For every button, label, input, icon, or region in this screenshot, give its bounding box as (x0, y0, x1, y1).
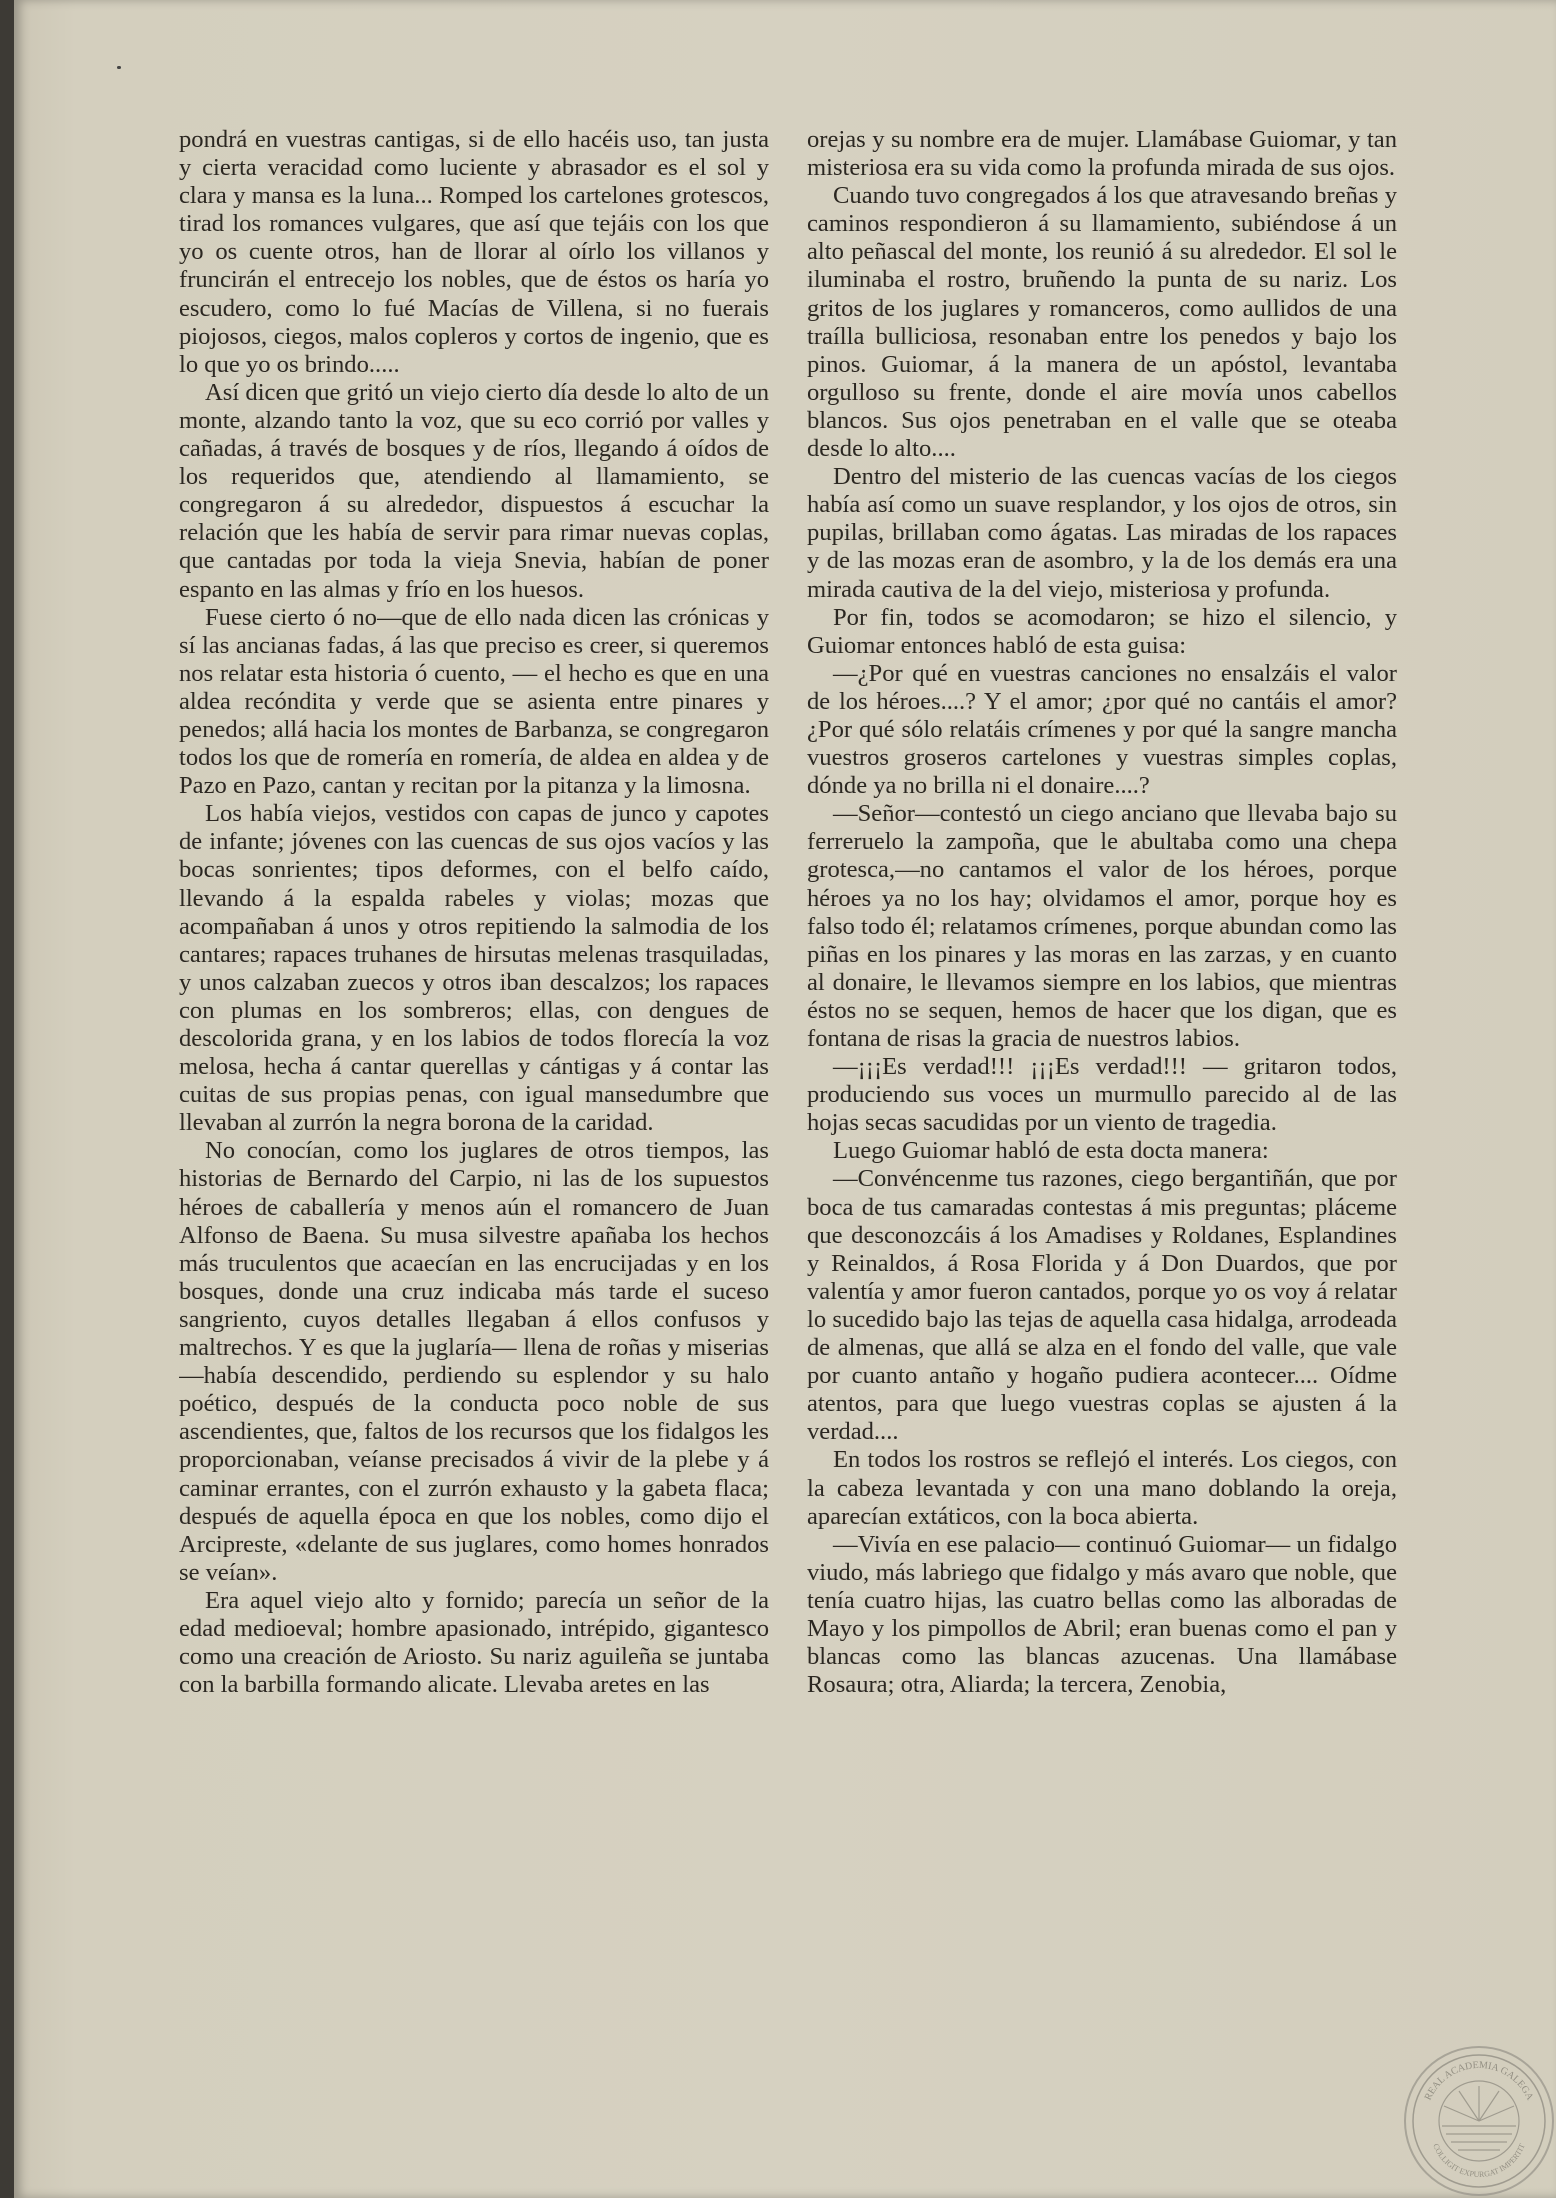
paragraph: Así dicen que gritó un viejo cierto día desde lo alto de un monte, alzando tanto la voz, que su eco corrió por valles y cañadas, á través de bosques y de ríos, llegando á oídos de los requeridos que, atendiendo al llamamiento, se congregaron á su alrededor, dispuestos á escuchar la relación que les había de servir para rimar nuevas coplas, que cantadas por toda la vieja Snevia, habían de poner espanto en las almas y frío en los huesos. (179, 378, 769, 603)
scanned-page (14, 0, 1556, 2198)
paragraph: Cuando tuvo congregados á los que atravesando breñas y caminos respondieron á su llamamiento, subiéndose á un alto peñascal del monte, los reunió á su alrededor. El sol le iluminaba el rostro, bruñendo la punta de su nariz. Los gritos de los juglares y romanceros, como aullidos de una traílla bulliciosa, resonaban entre los penedos y bajo los pinos. Guiomar, á la manera de un apóstol, levantaba orgulloso su frente, donde el aire movía unos cabellos blancos. Sus ojos penetraban en el valle que se oteaba desde lo alto.... (807, 182, 1397, 463)
paragraph: En todos los rostros se reflejó el interés. Los ciegos, con la cabeza levantada y con una mano doblando la oreja, aparecían extáticos, con la boca abierta. (807, 1446, 1397, 1530)
text-column-right (807, 126, 1397, 2046)
paragraph: pondrá en vuestras cantigas, si de ello hacéis uso, tan justa y cierta veracidad como luciente y abrasador es el sol y clara y mansa es la luna... Romped los cartelones grotescos, tirad los romances vulgares, que así que tejáis con los que yo os cuente otros, han de llorar al oírlo los villanos y fruncirán el entrecejo los nobles, que de éstos os haría yo escudero, como lo fué Macías de Villena, si no fuerais piojosos, ciegos, malos copleros y cortos de ingenio, que es lo que yo os brindo..... (179, 126, 769, 378)
paragraph: —¡¡¡Es verdad!!! ¡¡¡Es verdad!!! — gritaron todos, produciendo sus voces un murmullo parecido al de las hojas secas sacudidas por un viento de tragedia. (807, 1053, 1397, 1137)
paragraph: Luego Guiomar habló de esta docta manera: (833, 1137, 1269, 1165)
paragraph: Los había viejos, vestidos con capas de junco y capotes de infante; jóvenes con las cuencas de sus ojos vacíos y las bocas sonrientes; tipos deformes, con el belfo caído, llevando á la espalda rabeles y violas; mozas que acompañaban á unos y otros repitiendo la salmodia de los cantares; rapaces truhanes de hirsutas melenas trasquiladas, y unos calzaban zuecos y otros iban descalzos; los rapaces con plumas en los sombreros; ellas, con dengues de descolorida grana, y en los labios de todos florecía la voz melosa, hecha á cantar querellas y cántigas y á contar las cuitas de sus propias penas, con igual mansedumbre que llevaban al zurrón la negra borona de la caridad. (179, 800, 769, 1137)
paragraph: Dentro del misterio de las cuencas vacías de los ciegos había así como un suave resplandor, y los ojos de otros, sin pupilas, brillaban como ágatas. Las miradas de los rapaces y de las mozas eran de asombro, y la de los demás era una mirada cautiva de la del viejo, misteriosa y profunda. (807, 463, 1397, 603)
paragraph: —Convéncenme tus razones, ciego bergantiñán, que por boca de tus camaradas contestas á mis preguntas; pláceme que desconozcáis á los Amadises y Roldanes, Esplandines y Reinaldos, á Rosa Florida y á Don Duardos, que por valentía y amor fueron cantados, porque yo os voy á relatar lo sucedido bajo las tejas de aquella casa hidalga, arrodeada de almenas, que allá se alza en el fondo del valle, que vale por cuanto antaño y hogaño pudiera acontecer.... Oídme atentos, para que luego vuestras coplas se ajusten á la verdad.... (807, 1165, 1397, 1446)
seal-text-top: REAL ACADEMIA GALEGA (1422, 2059, 1536, 2103)
library-seal-stamp (1404, 2046, 1554, 2196)
paragraph: Fuese cierto ó no—que de ello nada dicen las crónicas y sí las ancianas fadas, á las que preciso es creer, si queremos nos relatar esta historia ó cuento, — el hecho es que en una aldea recóndita y verde que se asienta entre pinares y penedos; allá hacia los montes de Barbanza, se congregaron todos los que de romería en romería, de aldea en aldea y de Pazo en Pazo, cantan y recitan por la pitanza y la limosna. (179, 603, 769, 800)
paragraph: orejas y su nombre era de mujer. Llamábase Guiomar, y tan misteriosa era su vida como la profunda mirada de sus ojos. (807, 126, 1397, 182)
seal-text-bottom: COLLIGIT EXPURGAT IMPERTIT (1431, 2142, 1527, 2180)
seal-icon (1406, 2048, 1552, 2194)
paragraph: Era aquel viejo alto y fornido; parecía un señor de la edad medioeval; hombre apasionado, intrépido, gigantesco como una creación de Ariosto. Su nariz aguileña se juntaba con la barbilla formando alicate. Llevaba aretes en las (179, 1586, 769, 1699)
paragraph: —¿Por qué en vuestras canciones no ensalzáis el valor de los héroes....? Y el amor; ¿por qué no cantáis el amor? ¿Por qué sólo relatáis crímenes y por qué la sangre mancha vuestros groseros cartelones y vuestras simples coplas, dónde ya no brilla ni el donaire....? (807, 659, 1397, 800)
ink-speck (117, 66, 121, 69)
text-column-left (179, 126, 769, 2046)
paragraph: No conocían, como los juglares de otros tiempos, las historias de Bernardo del Carpio, ni las de los supuestos héroes de caballería y menos aún el romancero de Juan Alfonso de Baena. Su musa silvestre apañaba los hechos más truculentos que acaecían en las encrucijadas y en los bosques, donde una cruz indicaba más tarde el suceso sangriento, cuyos detalles llegaban á ellos confusos y maltrechos. Y es que la juglaría— llena de roñas y miserias—había descendido, perdiendo su esplendor y su halo poético, después de la conducta poco noble de sus ascendientes, que, faltos de los recursos que los fidalgos les proporcionaban, veíanse precisados á vivir de la plebe y á caminar errantes, con el zurrón exhausto y la gabeta flaca; después de aquella época en que los nobles, como dijo el Arcipreste, «delante de sus juglares, como homes honrados se veían». (179, 1137, 769, 1586)
paragraph: —Señor—contestó un ciego anciano que llevaba bajo su ferreruelo la zampoña, que le abultaba como una chepa grotesca,—no cantamos el valor de los héroes, porque héroes ya no los hay; olvidamos el amor, porque hoy es falso todo él; relatamos crímenes, porque abundan como las piñas en los pinares y las moras en las zarzas, y en cuanto al donaire, le llevamos siempre en los labios, que mientras éstos no se sequen, hemos de hacer que los digan, que es fontana de risas la gracia de nuestros labios. (807, 800, 1397, 1052)
paragraph: Por fin, todos se acomodaron; se hizo el silencio, y Guiomar entonces habló de esta guisa: (807, 603, 1397, 659)
paragraph: —Vivía en ese palacio— continuó Guiomar— un fidalgo viudo, más labriego que fidalgo y más avaro que noble, que tenía cuatro hijas, las cuatro bellas como las alboradas de Mayo y los pimpollos de Abril; eran buenas como el pan y blancas como las blancas azucenas. Una llamábase Rosaura; otra, Aliarda; la tercera, Zenobia, (807, 1530, 1397, 1699)
